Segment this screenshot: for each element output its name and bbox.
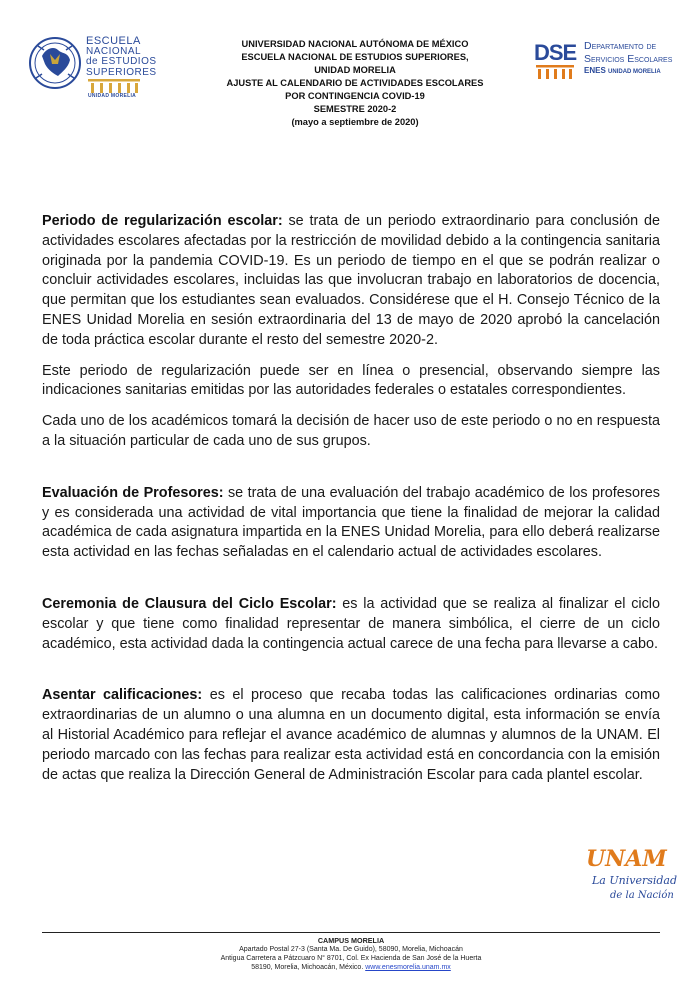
evaluacion-paragraph	[42, 484, 660, 563]
dse-unit: UNIDAD MORELIA	[608, 69, 661, 75]
title-line-semester: SEMESTRE 2020-2	[313, 104, 397, 114]
dse-mark-icon	[534, 38, 578, 80]
dse-line-3	[584, 65, 672, 79]
footer-address-3	[42, 963, 660, 972]
title-line-unit: UNIDAD MORELIA	[314, 65, 396, 75]
term-clausura: Ceremonia de Clausura del Ciclo Escolar:	[42, 595, 337, 612]
term-calificaciones: Asentar calificaciones:	[42, 687, 203, 704]
evaluacion-text: se trata de una evaluación del trabajo académico de los profesores y es considerada una actividad de vital importancia que tiene la finalidad de mejorar la calidad académica de cada asignatura impartida en la ENES Unidad Morelia, para ello deberá realizarse esta actividad en las fechas señaladas en el calendario actual de actividades escolares.	[42, 484, 660, 561]
clausura-paragraph	[42, 595, 660, 654]
unam-nacion-stamp-icon	[582, 842, 682, 906]
svg-text:DSE: DSE	[534, 40, 577, 65]
title-line-reason: POR CONTINGENCIA COVID-19	[285, 91, 425, 101]
logo-line-1: ESCUELA	[86, 35, 141, 47]
title-line-subject: AJUSTE AL CALENDARIO DE ACTIVIDADES ESCOLARES	[226, 78, 484, 88]
document-title-block	[200, 38, 510, 129]
calificaciones-text: es el proceso que recaba todas las calificaciones ordinarias como extraordinarias de un alumno o una alumna en un documento digital, esta información se envía al Historial Académico para reflejar el avance académico de alumnas y alumnos de la UNAM. El periodo marcado con las fechas para realizar esta actividad está en concordancia con la emisión de actas que realiza la Dirección General de Administración Escolar para cada plantel escolar.	[42, 687, 661, 783]
svg-text:UNAM: UNAM	[586, 846, 667, 872]
logo-subtitle: UNIDAD MORELIA	[88, 93, 137, 99]
document-body	[42, 212, 660, 785]
footer-divider	[42, 932, 660, 933]
regularizacion-text-1: se trata de un periodo extraordinario para conclusión de actividades escolares afectadas por la restricción de movilidad debido a la contingencia sanitaria originada por la pandemia COVID-19. Es un periodo de tiempo en el que se podrán realizar o concluir actividades escolares, incluidas las que involucran trabajo en laboratorios de docencia, que permitan que los estudiantes sean evaluados. Considérese que el H. Consejo Técnico de la ENES Unidad Morelia en sesión extraordinaria del 13 de mayo de 2020 aprobó la cancelación de toda práctica escolar durante el resto del semestre 2020-2.	[42, 213, 660, 348]
dse-line-2: Servicios Escolares	[584, 52, 673, 65]
enes-logo	[28, 30, 193, 98]
dse-enes: ENES	[584, 66, 606, 75]
regularizacion-paragraph-1	[42, 212, 660, 351]
pillars-icon	[88, 79, 140, 93]
footer-address-2: Antigua Carretera a Pátzcuaro N° 8701, Col. Ex Hacienda de San José de la Huerta	[220, 955, 482, 962]
logo-line-2: NACIONAL	[86, 45, 142, 57]
title-line-school: ESCUELA NACIONAL DE ESTUDIOS SUPERIORES,	[241, 52, 469, 62]
svg-text:de la Nación: de la Nación	[610, 890, 674, 901]
logo-line-4: SUPERIORES	[86, 66, 157, 78]
clausura-text: es la actividad que se realiza al finalizar el ciclo escolar y que tiene como finalidad representar de manera simbólica, el cierre de un ciclo académico, esta actividad dada la contingencia actual carece de una fecha para llevarse a cabo.	[42, 595, 660, 652]
term-regularizacion: Periodo de regularización escolar:	[42, 213, 283, 229]
term-evaluacion: Evaluación de Profesores:	[42, 484, 224, 501]
logo-line-3: de ESTUDIOS	[86, 56, 157, 67]
regularizacion-paragraph-2: Este periodo de regularización puede ser en línea o presencial, observando siempre las indicaciones sanitarias emitidas por las autoridades federales o estatales correspondientes.	[42, 362, 660, 399]
title-line-university: UNIVERSIDAD NACIONAL AUTÓNOMA DE MÉXICO	[241, 39, 469, 49]
regularizacion-paragraph-3: Cada uno de los académicos tomará la decisión de hacer uso de este periodo o no en respuesta a la situación particular de cada uno de sus grupos.	[42, 413, 660, 449]
calificaciones-paragraph	[42, 686, 660, 785]
footer	[42, 936, 660, 972]
footer-address-1: Apartado Postal 27-3 (Santa Ma. De Guido), 58090, Morelia, Michoacán	[239, 946, 463, 953]
website-link[interactable]: www.enesmorelia.unam.mx	[365, 964, 451, 971]
dse-logo	[534, 38, 684, 80]
enes-brand-text	[86, 36, 157, 78]
svg-text:La Universidad: La Universidad	[592, 874, 678, 887]
title-line-period: (mayo a septiembre de 2020)	[291, 117, 419, 127]
footer-title: CAMPUS MORELIA	[317, 936, 385, 945]
dse-line-1: Departamento de	[584, 40, 657, 52]
footer-city: 58190, Morelia, Michoacán, México.	[251, 964, 366, 971]
unam-seal-icon	[28, 34, 82, 92]
dse-text	[584, 40, 672, 79]
